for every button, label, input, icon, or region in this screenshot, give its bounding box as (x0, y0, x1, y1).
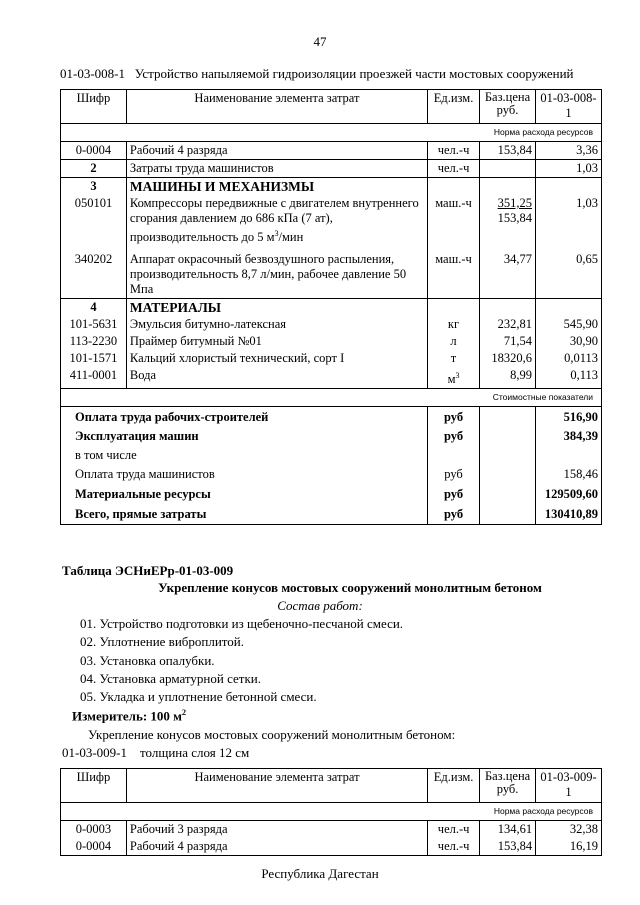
header-norm: 01-03-009-1 (536, 769, 602, 803)
subheader-cost: Стоимостные показатели (480, 389, 602, 407)
work-item: 04. Установка арматурной сетки. (80, 671, 261, 686)
section-subtitle: Укрепление конусов мостовых сооружений монолитным бетоном (158, 580, 542, 595)
subheader-row (61, 124, 602, 142)
resource-table-1 (60, 89, 602, 525)
section-title-text: Устройство напыляемой гидроизоляции проезжей части мостовых сооружений (134, 66, 574, 81)
footer: Республика Дагестан (261, 866, 379, 881)
row-name: Компрессоры передвижные с двигателем внутреннего сгорания давлением до 686 кПа (7 ат), производительность до 5 $м^3$/мин (126, 195, 427, 246)
work-item: 02. Уплотнение виброплитой. (80, 634, 245, 649)
table-row: 113-2230 Праймер битумный №01 л 71,54 30,90 (61, 333, 602, 350)
table-row: 2 Затраты труда машинистов чел.-ч 1,03 (61, 160, 602, 178)
table-row: 050101 Компрессоры передвижные с двигателем внутреннего сгорания давлением до 686 кПа (7 ат), производительность до 5 $м^3$/мин маш.-ч 351,25 153,84 1,03 (61, 195, 602, 246)
work-item: 05. Укладка и уплотнение бетонной смеси. (80, 689, 317, 704)
cost-row: Материальные ресурсы руб 129509,60 (61, 485, 602, 505)
header-price: Баз.цена руб. (480, 769, 536, 803)
page-number: 47 (313, 34, 327, 49)
table-row: 101-1571 Кальций хлористый технический, сорт I т 18320,6 0,0113 (61, 350, 602, 367)
header-name: Наименование элемента затрат (126, 769, 427, 803)
measure-unit: Измеритель: 100 $м^2$ (72, 708, 187, 724)
cost-row: Оплата труда рабочих-строителей руб 516,90 (61, 407, 602, 427)
cost-row: Эксплуатация машин руб 384,39 (61, 427, 602, 447)
header-code: Шифр (61, 90, 127, 124)
header-code: Шифр (61, 769, 127, 803)
table-row: 340202 Аппарат окрасочный безвоздушного распыления, производительность 8,7 л/мин, рабочее давление 50 Мпа маш.-ч 34,77 0,65 (61, 246, 602, 299)
header-norm: 01-03-008-1 (535, 90, 601, 124)
cost-row: Оплата труда машинистов руб 158,46 (61, 465, 602, 485)
subheader-row (61, 803, 602, 821)
works-title: Состав работ: (277, 598, 363, 613)
section-code: 01-03-008-1 (60, 66, 125, 81)
table-row: 4 МАТЕРИАЛЫ (61, 299, 602, 317)
table-row: 3 МАШИНЫ И МЕХАНИЗМЫ (61, 178, 602, 196)
table-header-row (61, 769, 602, 803)
cost-subheader-row (61, 389, 602, 407)
header-price: Баз.цена руб. (480, 90, 536, 124)
header-name: Наименование элемента затрат (126, 90, 427, 124)
table-header-row (61, 90, 602, 124)
cost-row: в том числе (61, 447, 602, 465)
table-row: 0-0004 Рабочий 4 разряда чел.-ч 153,84 16,19 (61, 838, 602, 856)
table-row: 101-5631 Эмульсия битумно-латексная кг 232,81 545,90 (61, 316, 602, 333)
subheader-norm: Норма расхода ресурсов (480, 803, 602, 821)
table-row: 411-0001 Вода $м^3$ 8,99 0,113 (61, 367, 602, 389)
table-row: 0-0003 Рабочий 3 разряда чел.-ч 134,61 32,38 (61, 821, 602, 839)
cost-row: Всего, прямые затраты руб 130410,89 (61, 505, 602, 525)
section-title (60, 66, 574, 82)
code-line: 01-03-009-1 толщина слоя 12 см (62, 745, 250, 760)
header-unit: Ед.изм. (428, 769, 480, 803)
header-unit: Ед.изм. (428, 90, 480, 124)
subheader-norm: Норма расхода ресурсов (480, 124, 602, 142)
work-item: 01. Устройство подготовки из щебеночно-песчаной смеси. (80, 616, 404, 631)
table-name: Таблица ЭСНиЕРр-01-03-009 (62, 563, 234, 578)
resource-table-2 (60, 768, 602, 856)
work-item: 03. Установка опалубки. (80, 653, 215, 668)
intro-text: Укрепление конусов мостовых сооружений монолитным бетоном: (88, 727, 456, 742)
table-row: 0-0004 Рабочий 4 разряда чел.-ч 153,84 3,36 (61, 142, 602, 160)
